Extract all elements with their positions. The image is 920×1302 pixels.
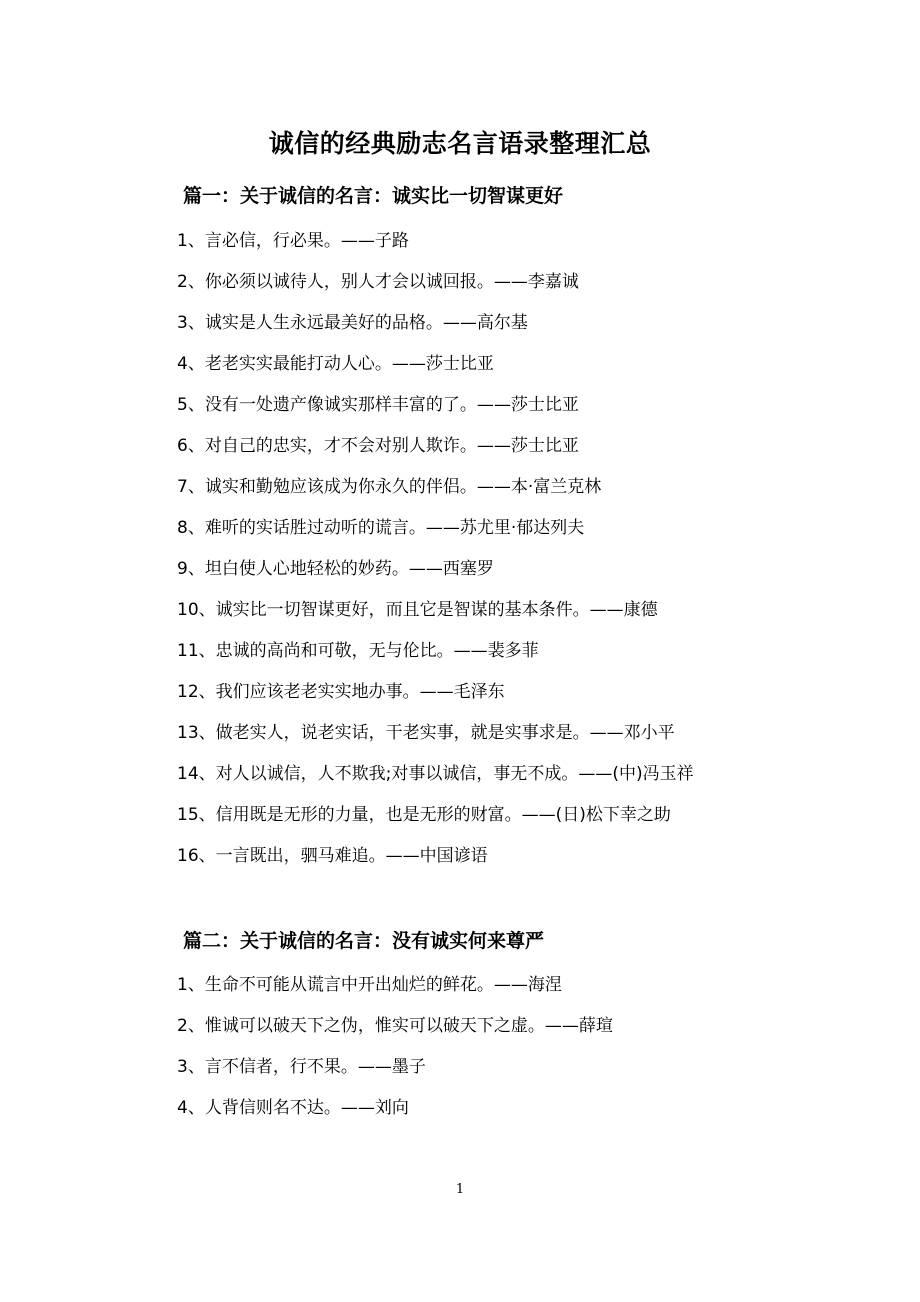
quote-item: 12、我们应该老老实实地办事。——毛泽东 [177, 682, 505, 702]
quote-item: 10、诚实比一切智谋更好，而且它是智谋的基本条件。——康德 [177, 600, 658, 620]
page-number: 1 [455, 1182, 465, 1197]
quote-item: 4、老老实实最能打动人心。——莎士比亚 [177, 354, 494, 374]
quote-item: 6、对自己的忠实，才不会对别人欺诈。——莎士比亚 [177, 436, 579, 456]
quote-item: 13、做老实人，说老实话，干老实事，就是实事求是。——邓小平 [177, 723, 675, 743]
quote-item: 3、言不信者，行不果。——墨子 [177, 1057, 426, 1077]
document-title: 诚信的经典励志名言语录整理汇总 [268, 129, 652, 158]
quote-item: 16、一言既出，驷马难追。——中国谚语 [177, 846, 488, 866]
quote-item: 15、信用既是无形的力量，也是无形的财富。——(日)松下幸之助 [177, 805, 671, 825]
quote-item: 3、诚实是人生永远最美好的品格。——高尔基 [177, 313, 528, 333]
quote-item: 7、诚实和勤勉应该成为你永久的伴侣。——本·富兰克林 [177, 477, 602, 497]
quote-item: 1、生命不可能从谎言中开出灿烂的鲜花。——海涅 [177, 975, 562, 995]
quote-item: 1、言必信，行必果。——子路 [177, 231, 409, 251]
quote-item: 8、难听的实话胜过动听的谎言。——苏尤里·郁达列夫 [177, 518, 585, 538]
quote-item: 2、你必须以诚待人，别人才会以诚回报。——李嘉诚 [177, 272, 579, 292]
quote-item: 4、人背信则名不达。——刘向 [177, 1098, 409, 1118]
section-1-heading: 篇一：关于诚信的名言：诚实比一切智谋更好 [183, 185, 564, 207]
quote-item: 11、忠诚的高尚和可敬，无与伦比。——裴多菲 [177, 641, 539, 661]
section-2-quote-list [177, 971, 613, 1135]
quote-item: 5、没有一处遗产像诚实那样丰富的了。——莎士比亚 [177, 395, 579, 415]
section-2-heading: 篇二：关于诚信的名言：没有诚实何来尊严 [183, 930, 545, 952]
quote-item: 9、坦白使人心地轻松的妙药。——西塞罗 [177, 559, 494, 579]
quote-item: 2、惟诚可以破天下之伪，惟实可以破天下之虚。——薛瑄 [177, 1016, 613, 1036]
section-1-quote-list [177, 227, 694, 883]
quote-item: 14、对人以诚信，人不欺我;对事以诚信，事无不成。——(中)冯玉祥 [177, 764, 694, 784]
